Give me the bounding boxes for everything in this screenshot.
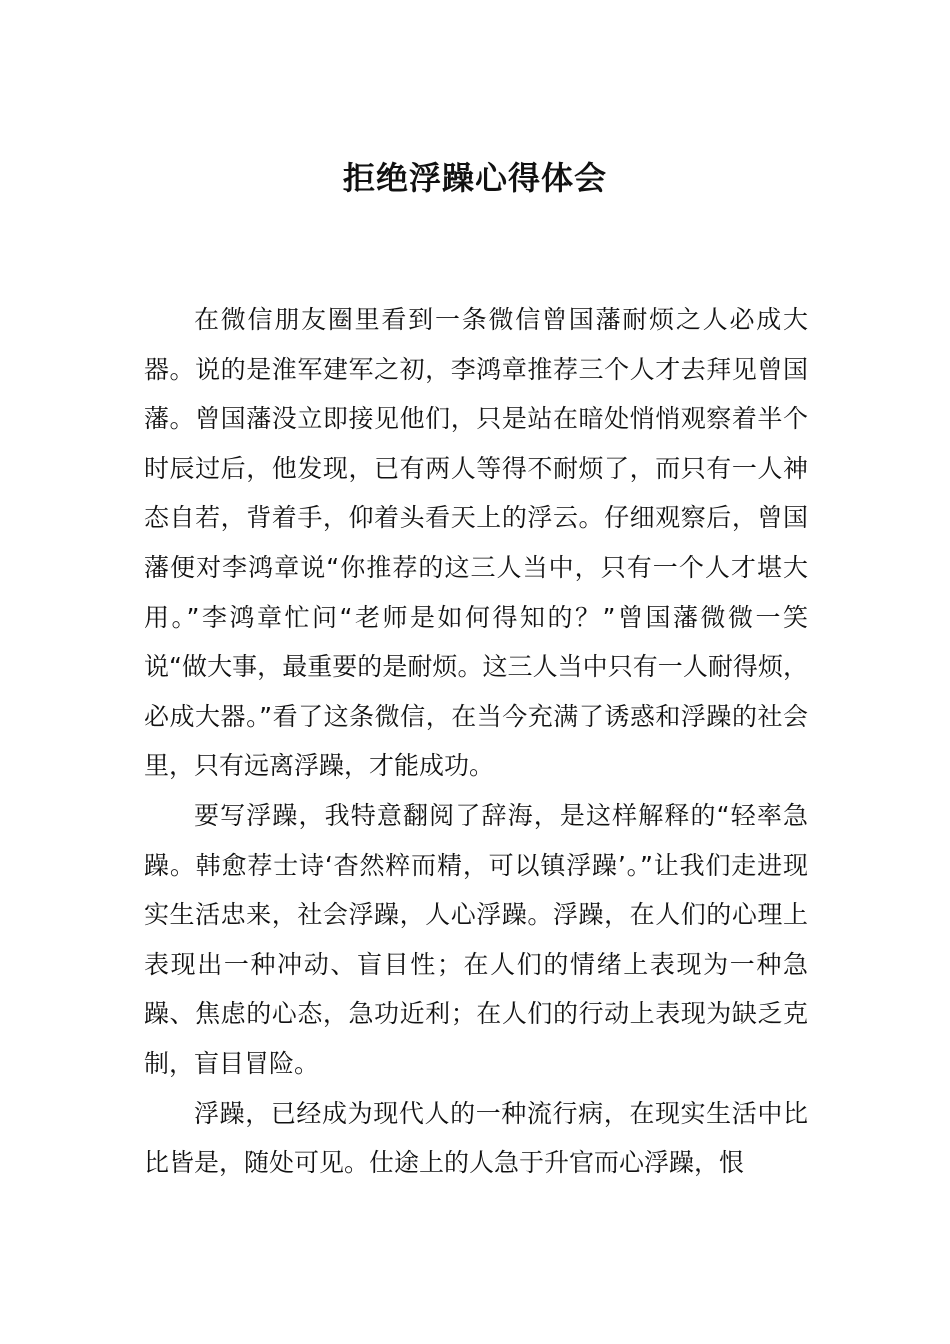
paragraph: 浮躁，已经成为现代人的一种流行病，在现实生活中比比皆是，随处可见。仕途上的人急于升官而心浮躁，恨	[144, 1098, 808, 1178]
paragraph: 要写浮躁，我特意翻阅了辞海，是这样解释的“轻率急躁。韩愈荐士诗‘杳然粹而精，可以镇浮躁’。”让我们走进现实生活忠来，社会浮躁，人心浮躁。浮躁，在人们的心理上表现出一种冲动、盲目性；在人们的情绪上表现为一种急躁、焦虑的心态，急功近利；在人们的行动上表现为缺乏克制，盲目冒险。	[144, 800, 808, 1078]
document-title: 拒绝浮躁心得体会	[342, 159, 607, 197]
document-body	[144, 295, 808, 1188]
paragraph: 在微信朋友圈里看到一条微信曾国藩耐烦之人必成大器。说的是淮军建军之初，李鸿章推荐三个人才去拜见曾国藩。曾国藩没立即接见他们，只是站在暗处悄悄观察着半个时辰过后，他发现，已有两人等得不耐烦了，而只有一人神态自若，背着手，仰着头看天上的浮云。仔细观察后，曾国藩便对李鸿章说“你推荐的这三人当中，只有一个人才堪大用。”李鸿章忙问“老师是如何得知的？”曾国藩微微一笑说“做大事，最重要的是耐烦。这三人当中只有一人耐得烦，必成大器。”看了这条微信，在当今充满了诱惑和浮躁的社会里，只有远离浮躁，才能成功。	[144, 305, 808, 781]
